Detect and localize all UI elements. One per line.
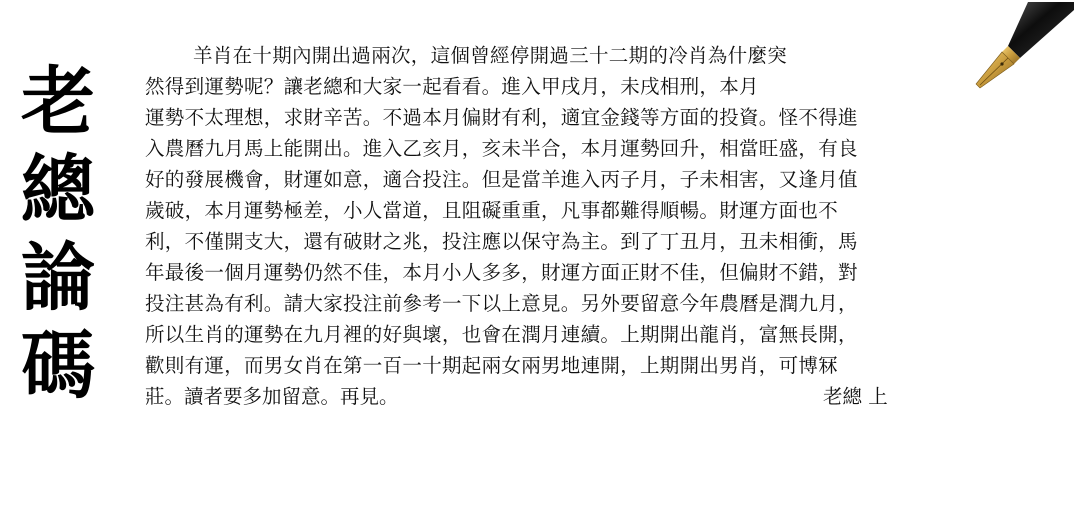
article-line: 利，不僅開支大，還有破財之兆，投注應以保守為主。到了丁丑月，丑未相衝，馬 xyxy=(145,230,858,253)
article-line: 投注甚為有利。請大家投注前參考一下以上意見。另外要留意今年農曆是潤九月， xyxy=(145,292,858,315)
article-line: 所以生肖的運勢在九月裡的好與壞，也會在潤月連續。上期開出龍肖，富無長開， xyxy=(145,323,858,346)
article-line: 年最後一個月運勢仍然不佳，本月小人多多，財運方面正財不佳，但偏財不錯，對 xyxy=(145,261,858,284)
article-line: 歡則有運，而男女肖在第一百一十期起兩女兩男地連開，上期開出男肖，可博冧 xyxy=(145,354,839,377)
closing-row xyxy=(145,381,1045,412)
article-line: 入農曆九月馬上能開出。進入乙亥月，亥未半合，本月運勢回升，相當旺盛，有良 xyxy=(145,137,858,160)
side-title-char: 老 xyxy=(21,59,95,145)
side-title-char: 論 xyxy=(21,235,95,321)
article-line: 羊肖在十期內開出過兩次，這個曾經停開過三十二期的冷肖為什麼突 xyxy=(193,44,788,67)
closing-text: 莊。讀者要多加留意。再見。 xyxy=(145,385,399,408)
article-body xyxy=(145,40,1045,412)
signature: 老總 上 xyxy=(823,385,888,408)
side-title-char: 總 xyxy=(21,147,95,233)
article-line: 歲破，本月運勢極差，小人當道，且阻礙重重，凡事都難得順暢。財運方面也不 xyxy=(145,199,839,222)
side-title-char: 碼 xyxy=(21,323,95,409)
side-title xyxy=(12,58,104,410)
article-line: 然得到運勢呢？讓老總和大家一起看看。進入甲戌月，未戌相刑，本月 xyxy=(145,75,759,98)
article-line: 運勢不太理想，求財辛苦。不過本月偏財有利，適宜金錢等方面的投資。怪不得進 xyxy=(145,106,858,129)
article-line: 好的發展機會，財運如意，適合投注。但是當羊進入丙子月，子未相害，又逢月值 xyxy=(145,168,858,191)
